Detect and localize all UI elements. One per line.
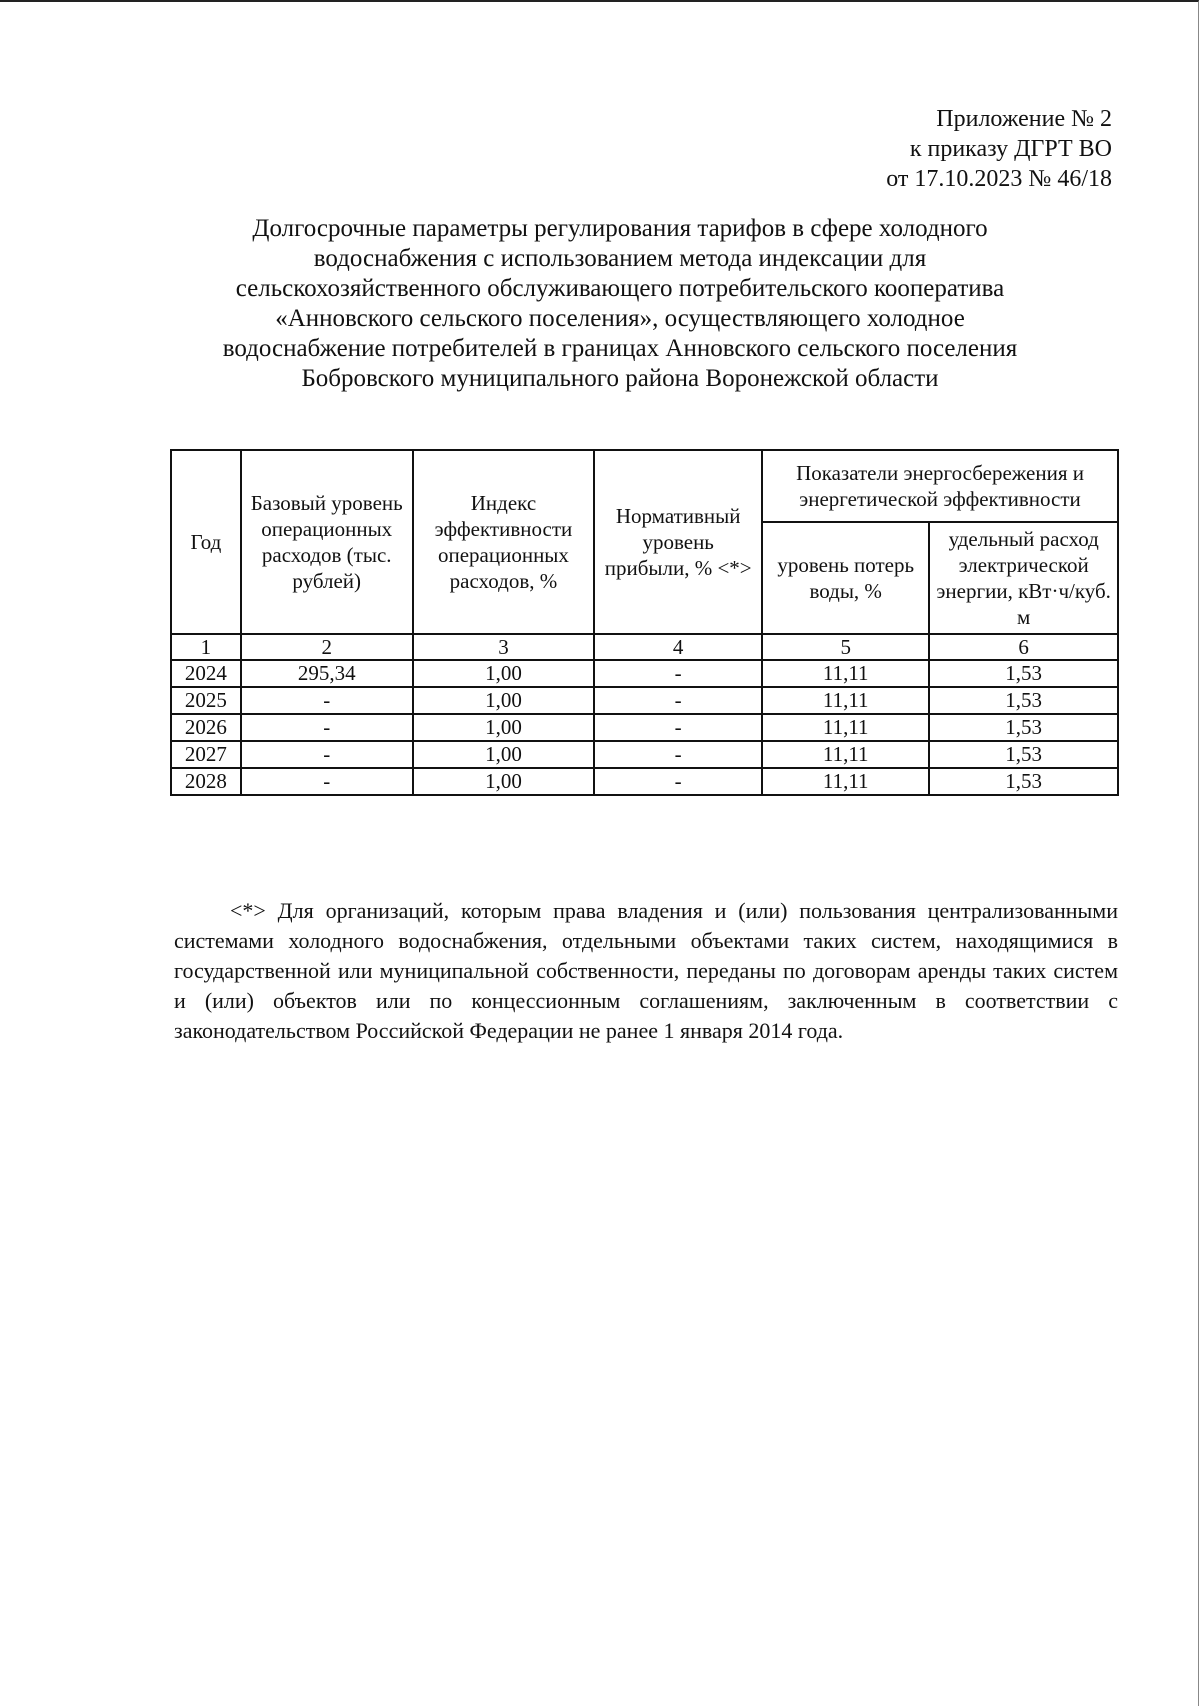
appendix-number: Приложение № 2: [936, 106, 1112, 132]
cell-profit: -: [594, 660, 762, 687]
header-energy-group: Показатели энергосбережения и энергетической эффективности: [762, 450, 1118, 522]
column-number-row: [171, 634, 1118, 660]
table-row: [171, 660, 1118, 687]
cell-power: 1,53: [929, 660, 1118, 687]
cell-base-opex: 295,34: [241, 660, 413, 687]
appendix-order: к приказу ДГРТ ВО: [909, 136, 1112, 162]
appendix-date: от 17.10.2023 № 46/18: [886, 166, 1112, 192]
cell-index: 1,00: [413, 660, 595, 687]
cell-index: 1,00: [413, 741, 595, 768]
appendix-reference: [886, 104, 1112, 194]
header-base-opex: Базовый уровень операционных расходов (тыс. рублей): [241, 450, 413, 634]
title-line: водоснабжение потребителей в границах Анновского сельского поселения: [222, 335, 1018, 362]
header-efficiency-index: Индекс эффективности операционных расходов, %: [413, 450, 595, 634]
cell-base-opex: -: [241, 687, 413, 714]
table-row: [171, 687, 1118, 714]
cell-loss: 11,11: [762, 768, 929, 795]
cell-power: 1,53: [929, 741, 1118, 768]
cell-year: 2026: [171, 714, 241, 741]
cell-index: 1,00: [413, 768, 595, 795]
header-water-loss: уровень потерь воды, %: [762, 522, 929, 634]
title-line: сельскохозяйственного обслуживающего потребительского кооператива: [235, 275, 1005, 302]
cell-profit: -: [594, 687, 762, 714]
cell-year: 2025: [171, 687, 241, 714]
header-power-consumption: удельный расход электрической энергии, кВт·ч/куб. м: [929, 522, 1118, 634]
cell-power: 1,53: [929, 687, 1118, 714]
cell-loss: 11,11: [762, 687, 929, 714]
cell-profit: -: [594, 768, 762, 795]
cell-loss: 11,11: [762, 660, 929, 687]
title-line: водоснабжения с использованием метода индексации для: [313, 245, 927, 272]
header-profit-level: Нормативный уровень прибыли, % <*>: [594, 450, 762, 634]
table-row: [171, 768, 1118, 795]
column-number: 6: [929, 634, 1118, 660]
cell-base-opex: -: [241, 714, 413, 741]
column-number: 5: [762, 634, 929, 660]
table-row: [171, 741, 1118, 768]
column-number: 2: [241, 634, 413, 660]
cell-index: 1,00: [413, 687, 595, 714]
cell-index: 1,00: [413, 714, 595, 741]
document-title: [150, 214, 1090, 394]
cell-loss: 11,11: [762, 714, 929, 741]
title-line: «Анновского сельского поселения», осуществляющего холодное: [275, 305, 965, 332]
title-line: Бобровского муниципального района Воронежской области: [301, 365, 939, 392]
cell-loss: 11,11: [762, 741, 929, 768]
cell-power: 1,53: [929, 714, 1118, 741]
cell-year: 2024: [171, 660, 241, 687]
table-row: [171, 714, 1118, 741]
column-number: 1: [171, 634, 241, 660]
cell-profit: -: [594, 714, 762, 741]
header-year: Год: [171, 450, 241, 634]
footnote: <*> Для организаций, которым права владения и (или) пользования централизованными системами холодного водоснабжения, отдельными объектами таких систем, находящимися в государственной или муниципальной собственности, переданы по договорам аренды таких систем и (или) объектов или по концессионным соглашениям, заключенным в соответствии с законодательством Российской Федерации не ранее 1 января 2014 года.: [174, 898, 1118, 1043]
cell-base-opex: -: [241, 768, 413, 795]
cell-profit: -: [594, 741, 762, 768]
cell-base-opex: -: [241, 741, 413, 768]
column-number: 3: [413, 634, 595, 660]
cell-year: 2027: [171, 741, 241, 768]
cell-year: 2028: [171, 768, 241, 795]
tariff-parameters-table: [170, 449, 1119, 796]
title-line: Долгосрочные параметры регулирования тарифов в сфере холодного: [252, 215, 988, 242]
cell-power: 1,53: [929, 768, 1118, 795]
column-number: 4: [594, 634, 762, 660]
